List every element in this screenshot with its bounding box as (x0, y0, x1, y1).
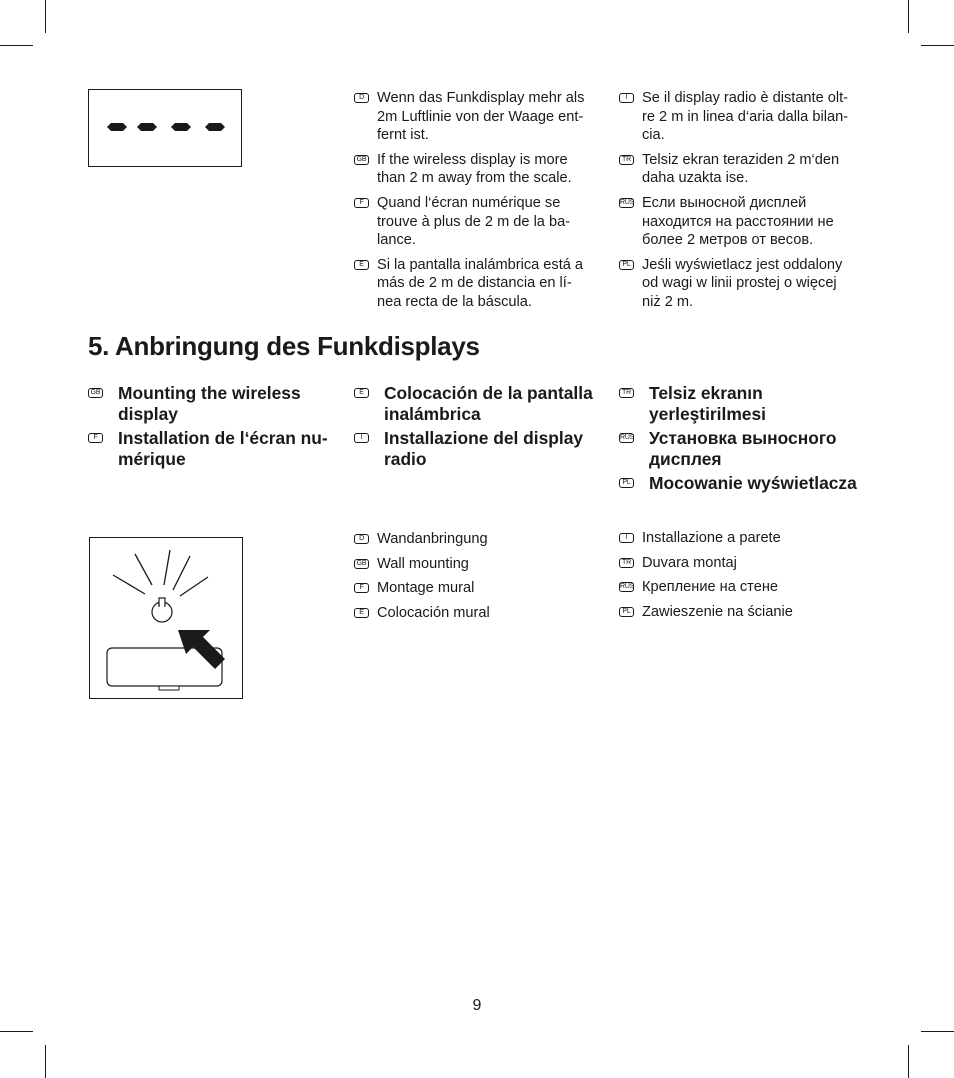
language-text: Quand l‘écran numérique se trouve à plus de 2 m de la ba- lance. (377, 194, 571, 249)
language-entry (619, 151, 869, 188)
language-text: Installation de l‘écran nu- mérique (118, 428, 328, 469)
crop-mark (0, 1031, 33, 1032)
language-entry (354, 194, 604, 250)
language-entry (354, 604, 604, 623)
language-entry (619, 256, 869, 312)
language-code-badge: PL (619, 478, 634, 488)
language-entry (88, 428, 338, 469)
wall-mount-illustration (90, 538, 242, 698)
language-text: Если выносной дисплей находится на расстоянии не более 2 метров от весов. (642, 194, 834, 249)
language-text: Mounting the wireless display (118, 383, 301, 424)
language-text: Montage mural (377, 580, 475, 597)
language-code-badge: GB (354, 559, 369, 569)
language-entry (619, 194, 869, 250)
crop-mark (908, 1045, 909, 1078)
language-text: Telsiz ekran teraziden 2 m‘den daha uzakta ise. (642, 151, 840, 187)
language-entry (354, 428, 609, 469)
crop-mark (45, 0, 46, 33)
crop-mark (921, 45, 954, 46)
subheading-column-2 (354, 383, 609, 473)
language-entry (88, 383, 338, 424)
page-number: 9 (472, 997, 482, 1014)
language-entry (354, 383, 609, 424)
section-heading: 5. Anbringung des Funkdisplays (88, 331, 480, 361)
language-text: Jeśli wyświetlacz jest oddalony od wagi w linii prostej o więcej niż 2 m. (642, 256, 843, 310)
language-code-badge: I (354, 433, 369, 443)
language-entry (354, 89, 604, 145)
language-text: Se il display radio è distante olt- re 2 m in linea d‘aria dalla bilan- cia. (642, 90, 849, 144)
language-entry (619, 473, 879, 494)
language-code-badge: F (88, 433, 103, 443)
crop-mark (908, 0, 909, 33)
top-column-2 (619, 89, 869, 318)
language-entry (619, 603, 869, 622)
language-code-badge: E (354, 388, 369, 398)
language-text: Si la pantalla inalámbrica está a más de 2 m de distancia en lí- nea recta de la báscula. (377, 256, 584, 310)
bottom-column-1 (354, 530, 604, 628)
language-text: If the wireless display is more than 2 m away from the scale. (377, 151, 572, 187)
language-code-badge: E (354, 260, 369, 270)
language-code-badge: F (354, 198, 369, 208)
subheading-column-3 (619, 383, 879, 498)
language-text: Colocación de la pantalla inalámbrica (384, 383, 593, 424)
top-column-1 (354, 89, 604, 318)
language-text: Colocación mural (377, 604, 490, 621)
bottom-column-2 (619, 529, 869, 627)
dashes-illustration (89, 90, 241, 166)
subheading-column-1 (88, 383, 338, 473)
language-code-badge: GB (354, 155, 369, 165)
language-code-badge: PL (619, 607, 634, 617)
language-entry (619, 428, 879, 469)
language-entry (619, 89, 869, 145)
language-text: Крепление на стене (642, 579, 778, 596)
language-text: Wenn das Funkdisplay mehr als 2m Luftlinie von der Waage ent- fernt ist. (377, 90, 585, 144)
language-code-badge: D (354, 534, 369, 544)
language-code-badge: F (354, 583, 369, 593)
language-code-badge: TR (619, 155, 634, 165)
language-text: Mocowanie wyświetlacza (649, 473, 857, 493)
language-entry (354, 555, 604, 574)
language-entry (619, 578, 869, 597)
language-code-badge: RUS (620, 198, 635, 206)
language-entry (354, 530, 604, 549)
language-text: Wandanbringung (377, 531, 488, 547)
language-entry (619, 554, 869, 573)
language-entry (354, 256, 604, 312)
language-entry (354, 579, 604, 598)
language-text: Zawieszenie na ścianie (642, 603, 793, 620)
language-code-badge: RUS (620, 583, 635, 591)
language-text: Telsiz ekranın yerleştirilmesi (649, 383, 766, 424)
language-code-badge: PL (619, 260, 634, 270)
language-entry (619, 383, 879, 424)
language-code-badge: E (354, 608, 369, 618)
crop-mark (45, 1045, 46, 1078)
language-code-badge: I (619, 93, 634, 103)
language-code-badge: D (354, 93, 369, 103)
language-text: Installazione a parete (642, 530, 781, 546)
language-text: Duvara montaj (642, 554, 737, 571)
language-entry (354, 151, 604, 188)
language-text: Installazione del display radio (384, 428, 584, 469)
crop-mark (921, 1031, 954, 1032)
language-entry (619, 529, 869, 548)
language-code-badge: TR (619, 558, 634, 568)
language-code-badge: GB (88, 388, 103, 398)
language-code-badge: RUS (620, 434, 635, 441)
language-code-badge: TR (619, 388, 634, 398)
language-code-badge: I (619, 533, 634, 543)
language-text: Установка выносного дисплея (649, 428, 837, 469)
crop-mark (0, 45, 33, 46)
display-dashes-figure (88, 89, 242, 167)
wall-mounting-figure (89, 537, 243, 699)
language-text: Wall mounting (377, 555, 469, 572)
